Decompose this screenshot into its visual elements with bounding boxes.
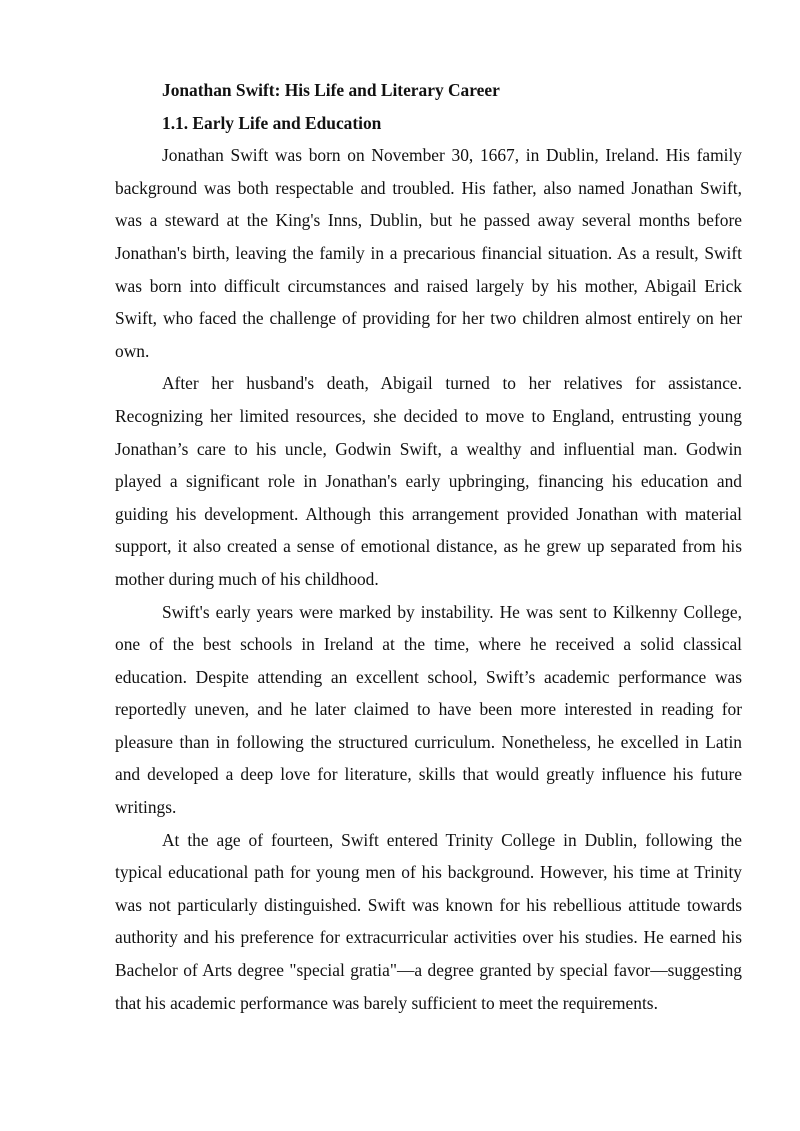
document-body	[115, 74, 742, 1019]
paragraph: At the age of fourteen, Swift entered Trinity College in Dublin, following the typical educational path for young men of his background. However, his time at Trinity was not particularly distinguished. Swift was known for his rebellious attitude towards authority and his preference for extracurricular activities over his studies. He earned his Bachelor of Arts degree "special gratia"—a degree granted by special favor—suggesting that his academic performance was barely sufficient to meet the requirements.	[115, 829, 742, 1013]
paragraph: Jonathan Swift was born on November 30, 1667, in Dublin, Ireland. His family background was both respectable and troubled. His father, also named Jonathan Swift, was a steward at the King's Inns, Dublin, but he passed away several months before Jonathan's birth, leaving the family in a precarious financial situation. As a result, Swift was born into difficult circumstances and raised largely by his mother, Abigail Erick Swift, who faced the challenge of providing for her two children almost entirely on her own.	[115, 145, 742, 361]
paragraph: Swift's early years were marked by instability. He was sent to Kilkenny College, one of the best schools in Ireland at the time, where he received a solid classical education. Despite attending an excellent school, Swift’s academic performance was reportedly uneven, and he later claimed to have been more interested in reading for pleasure than in following the structured curriculum. Nonetheless, he excelled in Latin and developed a deep love for literature, skills that would greatly influence his future writings.	[115, 601, 742, 818]
section-heading: 1.1. Early Life and Education	[162, 112, 382, 133]
document-title: Jonathan Swift: His Life and Literary Career	[162, 80, 500, 100]
paragraph: After her husband's death, Abigail turned to her relatives for assistance. Recognizing her limited resources, she decided to move to England, entrusting young Jonathan’s care to his uncle, Godwin Swift, a wealthy and influential man. Godwin played a significant role in Jonathan's early upbringing, financing his education and guiding his development. Although this arrangement provided Jonathan with material support, it also created a sense of emotional distance, as he grew up separated from his mother during much of his childhood.	[115, 373, 742, 589]
